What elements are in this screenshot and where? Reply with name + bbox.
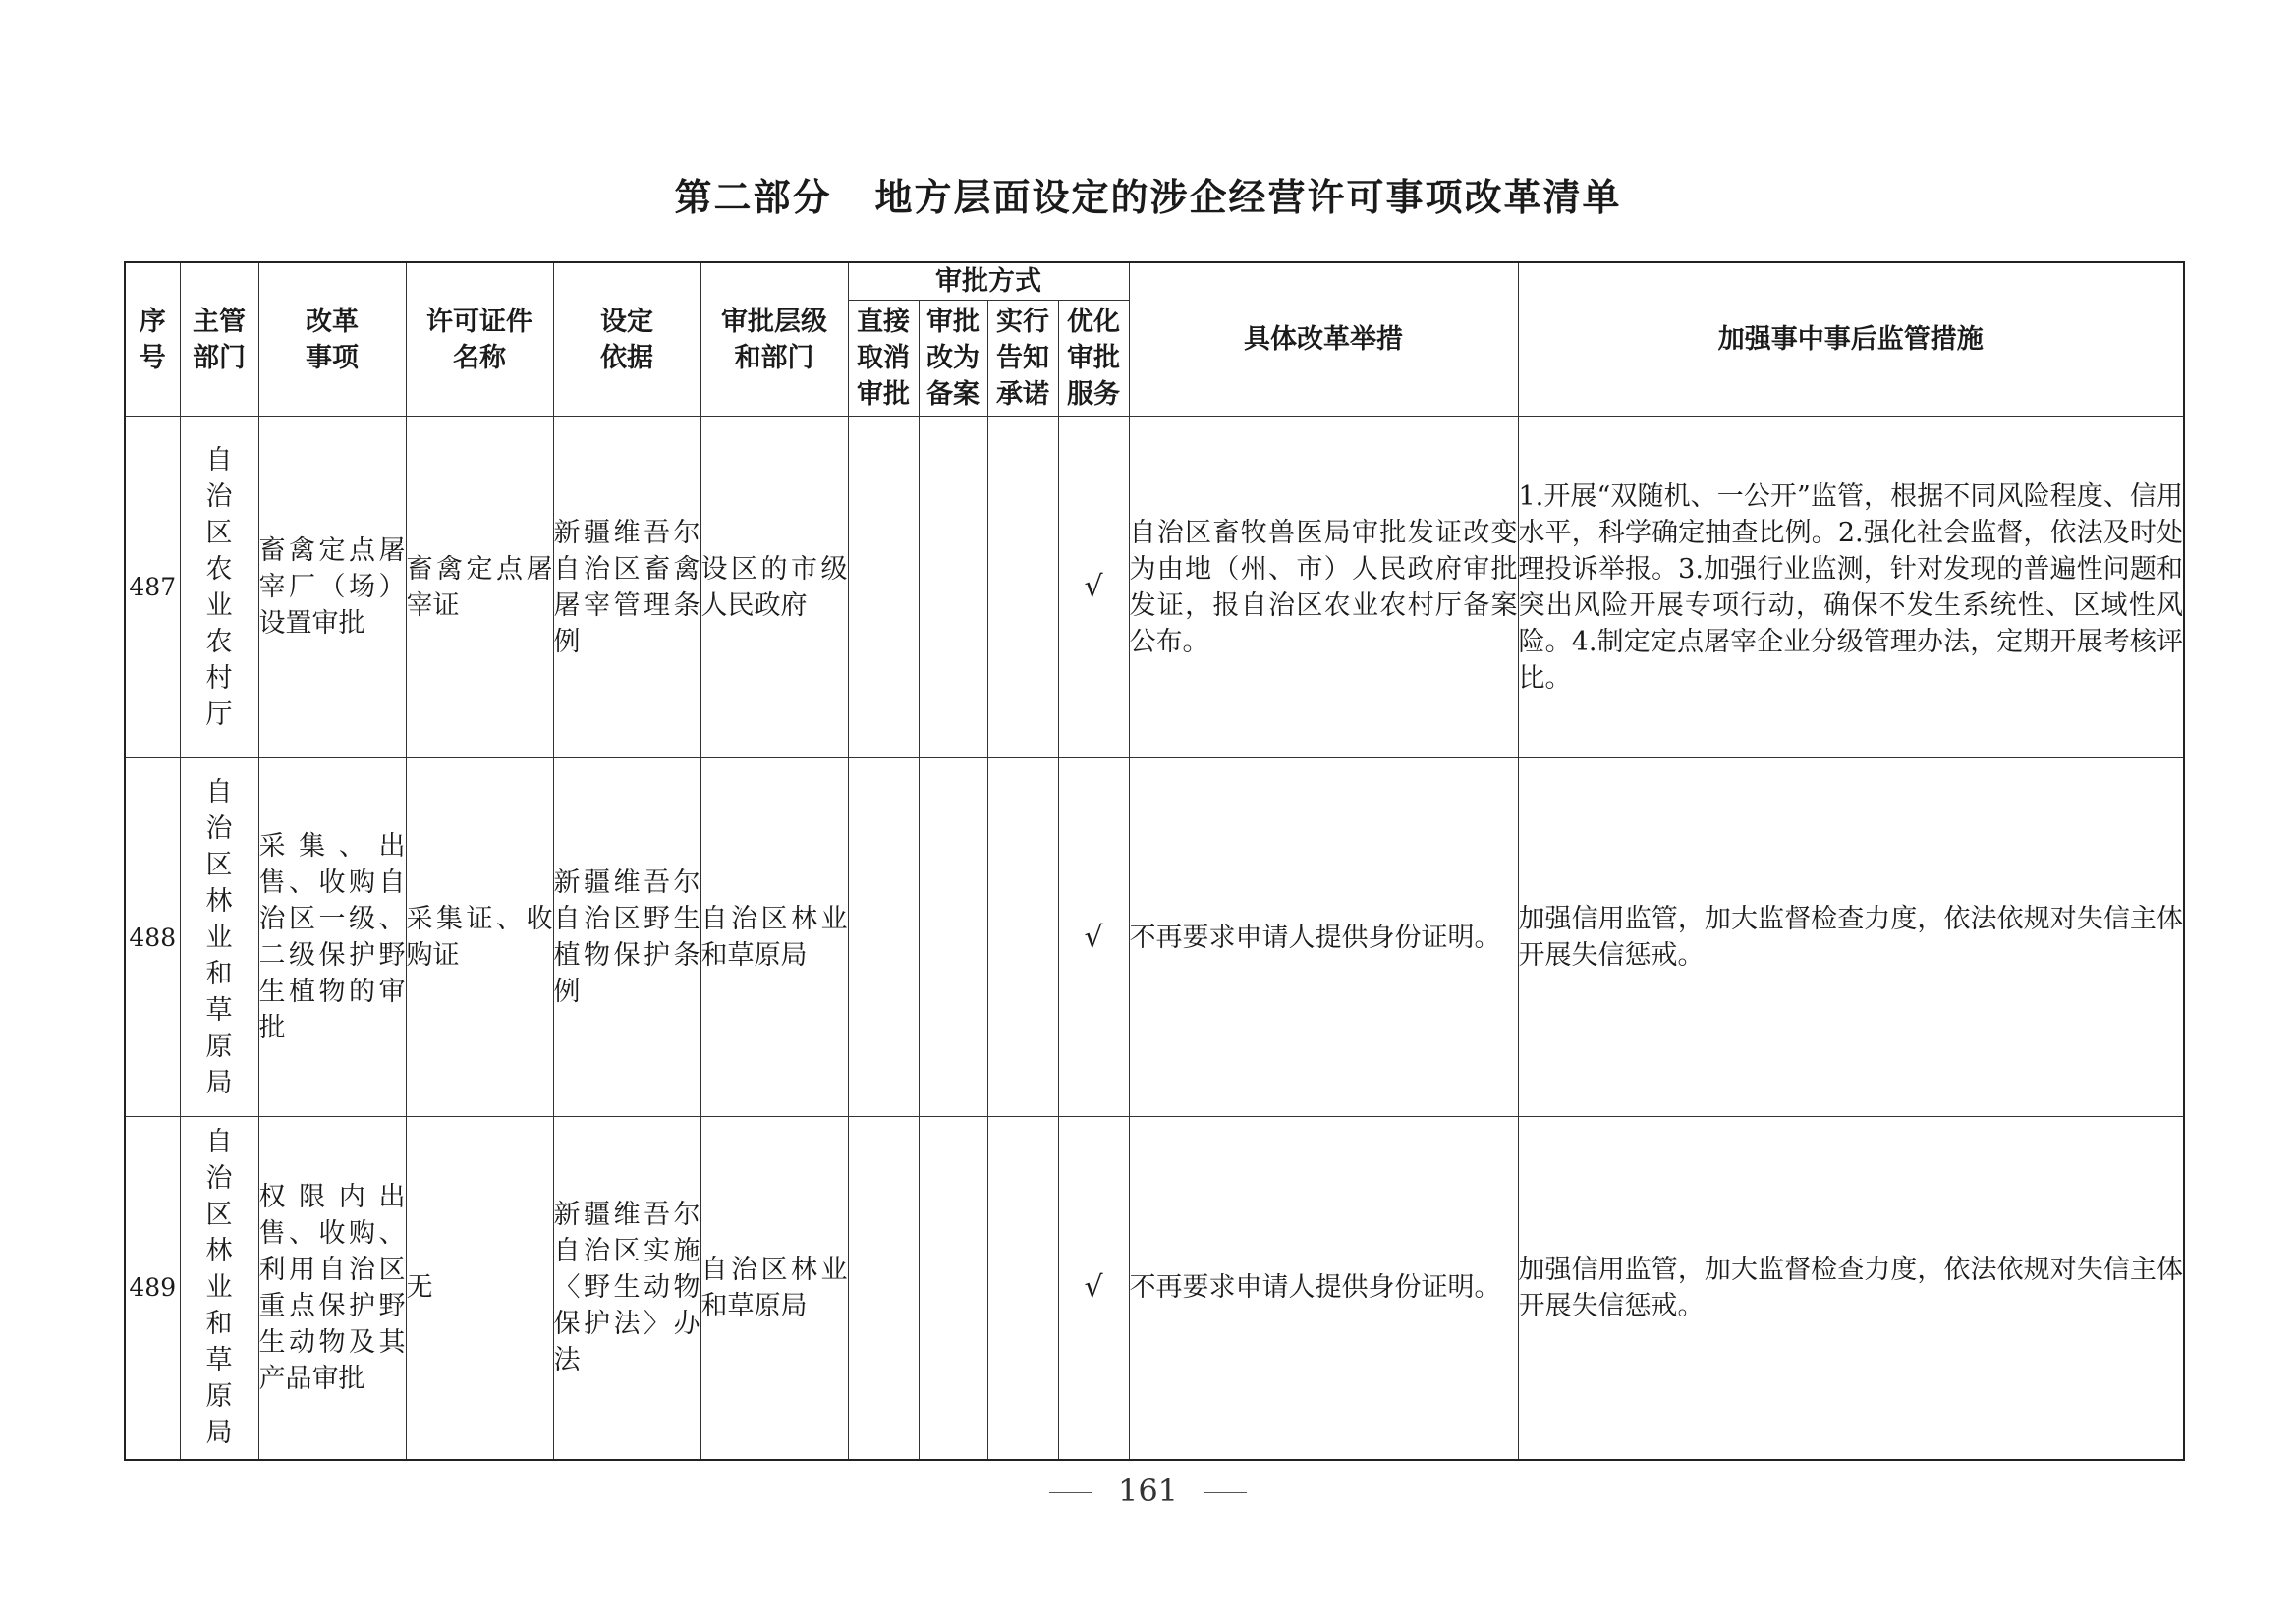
- row-level: 自治区林业和草原局: [700, 1117, 848, 1460]
- row-basis: 新疆维吾尔自治区野生植物保护条例: [553, 758, 700, 1117]
- row-item: 采集、出售、收购自治区一级、二级保护野生植物的审批: [258, 758, 406, 1117]
- header-dept: 主管部门: [180, 262, 258, 417]
- row-method-filing: [919, 1117, 987, 1460]
- row-method-filing: [919, 758, 987, 1117]
- row-measures: 不再要求申请人提供身份证明。: [1129, 758, 1518, 1117]
- header-method-optimize: 优化审批服务: [1058, 301, 1129, 417]
- table-row: [125, 1117, 2184, 1460]
- row-measures: 不再要求申请人提供身份证明。: [1129, 1117, 1518, 1460]
- row-method-commitment: [987, 417, 1058, 758]
- header-item: 改革事项: [258, 262, 406, 417]
- row-basis: 新疆维吾尔自治区畜禽屠宰管理条例: [553, 417, 700, 758]
- title-part: 第二部分: [674, 176, 832, 219]
- row-level: 设区的市级人民政府: [700, 417, 848, 758]
- row-method-commitment: [987, 758, 1058, 1117]
- row-seq: 489: [125, 1117, 180, 1460]
- header-method-group: 审批方式: [848, 262, 1129, 301]
- row-seq: 488: [125, 758, 180, 1117]
- row-item: 畜禽定点屠宰厂（场）设置审批: [258, 417, 406, 758]
- row-method-commitment: [987, 1117, 1058, 1460]
- footer-dash-right: [1204, 1492, 1247, 1493]
- row-method-cancel: [848, 758, 919, 1117]
- header-seq: 序号: [125, 262, 180, 417]
- title-name: 地方层面设定的涉企经营许可事项改革清单: [874, 176, 1622, 219]
- row-dept: 自治区农业农村厅: [180, 417, 258, 758]
- header-level: 审批层级和部门: [700, 262, 848, 417]
- header-method-filing: 审批改为备案: [919, 301, 987, 417]
- row-dept: 自治区林业和草原局: [180, 758, 258, 1117]
- row-method-optimize: √: [1058, 1117, 1129, 1460]
- header-measures: 具体改革举措: [1129, 262, 1518, 417]
- row-level: 自治区林业和草原局: [700, 758, 848, 1117]
- header-method-commitment: 实行告知承诺: [987, 301, 1058, 417]
- row-method-filing: [919, 417, 987, 758]
- page-footer: [0, 1472, 2296, 1509]
- header-license: 许可证件名称: [406, 262, 553, 417]
- row-license: 畜禽定点屠宰证: [406, 417, 553, 758]
- table-row: [125, 417, 2184, 758]
- footer-dash-left: [1049, 1492, 1092, 1493]
- row-basis: 新疆维吾尔自治区实施〈野生动物保护法〉办法: [553, 1117, 700, 1460]
- header-method-cancel: 直接取消审批: [848, 301, 919, 417]
- header-supervision: 加强事中事后监管措施: [1518, 262, 2184, 417]
- row-supervision: 加强信用监管，加大监督检查力度，依法依规对失信主体开展失信惩戒。: [1518, 758, 2184, 1117]
- row-dept: 自治区林业和草原局: [180, 1117, 258, 1460]
- row-seq: 487: [125, 417, 180, 758]
- page-title: [0, 167, 2296, 221]
- row-license: 采集证、收购证: [406, 758, 553, 1117]
- reform-list-table: [124, 261, 2185, 1461]
- row-method-optimize: √: [1058, 758, 1129, 1117]
- header-basis: 设定依据: [553, 262, 700, 417]
- row-method-cancel: [848, 1117, 919, 1460]
- row-measures: 自治区畜牧兽医局审批发证改变为由地（州、市）人民政府审批发证，报自治区农业农村厅备案公布。: [1129, 417, 1518, 758]
- table-row: [125, 758, 2184, 1117]
- row-method-cancel: [848, 417, 919, 758]
- row-item: 权限内出售、收购、利用自治区重点保护野生动物及其产品审批: [258, 1117, 406, 1460]
- row-supervision: 加强信用监管，加大监督检查力度，依法依规对失信主体开展失信惩戒。: [1518, 1117, 2184, 1460]
- row-license: 无: [406, 1117, 553, 1460]
- page-number: 161: [1117, 1472, 1179, 1509]
- row-supervision: 1.开展“双随机、一公开”监管，根据不同风险程度、信用水平，科学确定抽查比例。2.强化社会监督，依法及时处理投诉举报。3.加强行业监测，针对发现的普遍性问题和突出风险开展专项行动，确保不发生系统性、区域性风险。4.制定定点屠宰企业分级管理办法，定期开展考核评比。: [1518, 417, 2184, 758]
- row-method-optimize: √: [1058, 417, 1129, 758]
